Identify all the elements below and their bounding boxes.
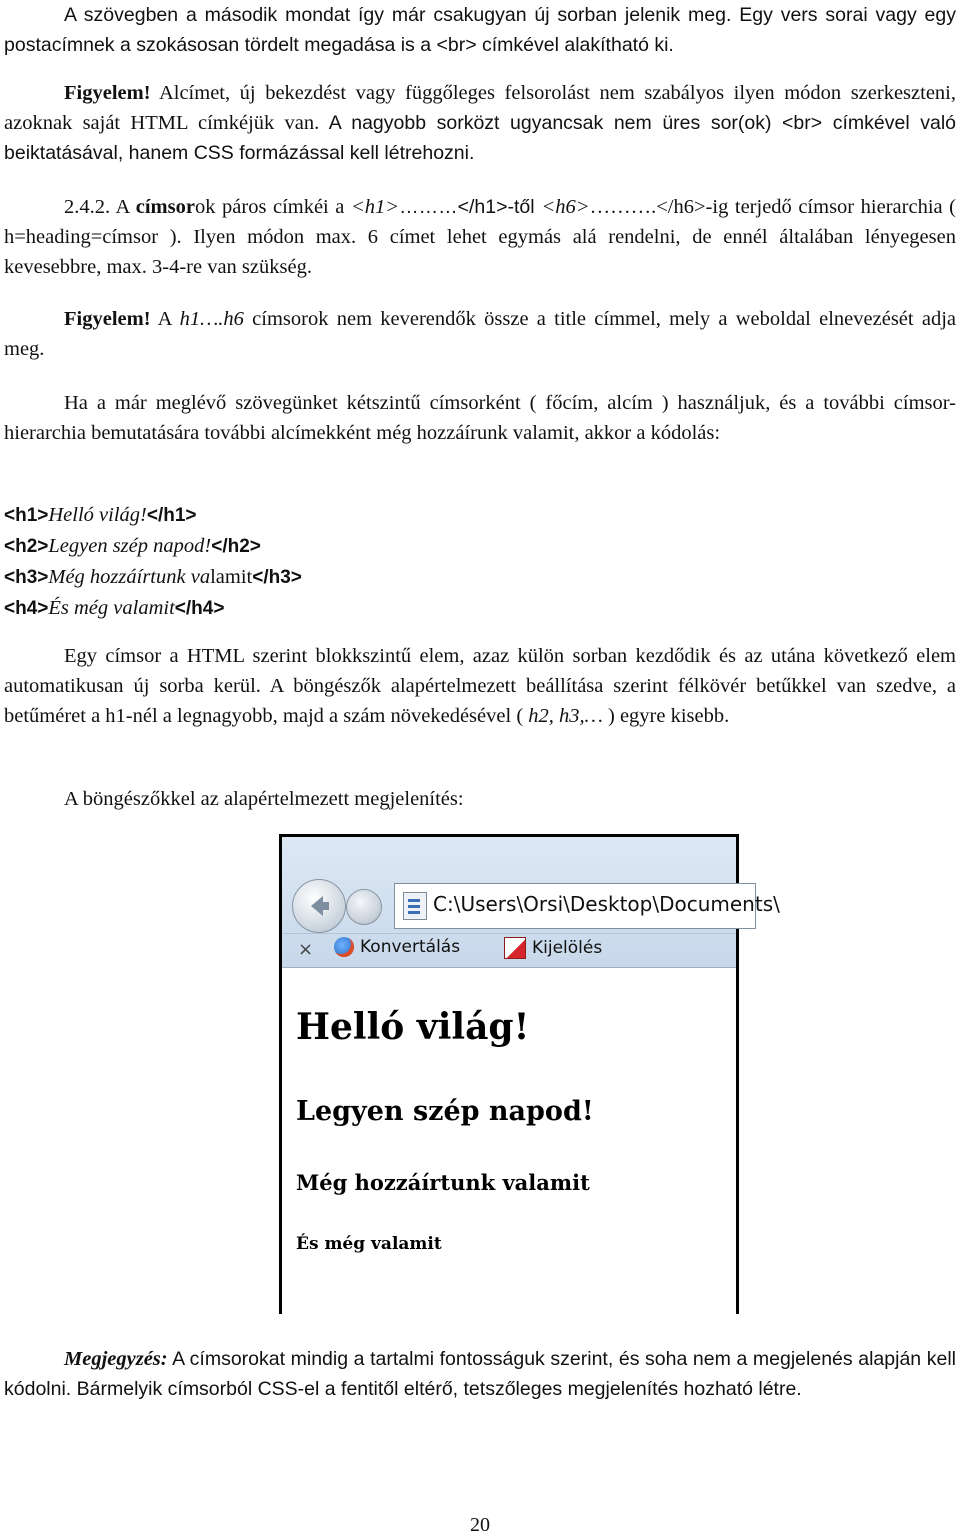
browser-screenshot [279, 834, 780, 1314]
address-bar[interactable] [394, 883, 780, 929]
code-text: Helló világ! [48, 504, 147, 526]
note-paragraph [4, 1344, 956, 1404]
section-text-rest: ……….</h6>-ig terjedő címsor hierarchia ( h=heading=címsor ). Ilyen módon max. 6 címet lehet egymás alá rendelni, de ennél általában lényegesen kevesebbre, max. 3-4-re van szükség. [4, 196, 956, 278]
paragraph-coding-intro [4, 388, 956, 448]
paragraph-text: A böngészőkkel az alapértelmezett megjelenítés: [64, 788, 464, 810]
code-text: Még hozzáírtunk va [48, 566, 211, 588]
paragraph-main: Egy címsor a HTML szerint blokkszintű elem, azaz külön sorban kezdődik és az utána következő elem automatikusan új sorba kerül. A böngészők alapértelmezett beállítása szerint félkövér betűkkel van szedve, a betűméret a h1-nél a legnagyobb, majd a szám növekedésével [4, 645, 956, 727]
warning-text: Alcímet, új bekezdést vagy függőleges felsorolást nem szabályos ilyen módon szerkeszteni, azoknak saját HTML címkéjük van. [4, 82, 956, 134]
forward-button[interactable] [346, 889, 382, 925]
close-icon[interactable]: × [298, 939, 314, 960]
back-arrow-icon [303, 890, 335, 922]
code-open-tag: <h2> [4, 536, 49, 557]
note-label: Megjegyzés: [64, 1348, 168, 1370]
convert-icon [334, 937, 354, 957]
code-text-plain: lamit [210, 566, 253, 588]
warning-text-rest: címsorok nem keverendők össze a title címmel, mely a weboldal elnevezését adja meg. [4, 308, 956, 360]
paragraph-text: A szövegben a második mondat így már csakugyan új sorban jelenik meg. Egy vers sorai vagy egy postacímnek a szokásosan tördelt megadása is a <br> címkével alakítható ki. [4, 4, 956, 56]
section-number-text: 2.4.2. A [64, 196, 136, 218]
select-label: Kijelölés [532, 938, 603, 958]
paragraph-warning-2 [4, 304, 956, 364]
address-text: C:\Users\Orsi\Desktop\Documents\ [433, 892, 780, 916]
tag-h6: <h6> [541, 196, 590, 218]
code-text: És még valamit [48, 597, 175, 619]
convert-button[interactable] [334, 937, 460, 957]
browser-content [282, 967, 736, 1318]
code-open-tag: <h4> [4, 598, 49, 619]
rendered-h2: Legyen szép napod! [296, 1096, 594, 1127]
paragraph-default-display [4, 784, 956, 814]
h1-h6-range: h1….h6 [179, 308, 244, 330]
section-text: ok páros címkéi a [194, 196, 351, 218]
code-line-h3 [4, 562, 956, 593]
code-line-h4 [4, 593, 956, 624]
warning-label: Figyelem! [64, 308, 151, 330]
paragraph-br-explanation [4, 0, 956, 60]
code-text: Legyen szép napod! [48, 535, 212, 557]
paragraph-block-element [4, 641, 956, 731]
code-close-tag: </h1> [146, 505, 197, 526]
code-line-h1 [4, 500, 956, 531]
keyword-cimsor: címsor [135, 196, 195, 218]
paragraph-italic: h2, h3,… [528, 705, 603, 727]
tag-h1: <h1> [350, 196, 400, 218]
paragraph-end: ) egyre kisebb. [602, 705, 730, 727]
paragraph-warning-1 [4, 78, 956, 168]
code-close-tag: </h4> [174, 598, 225, 619]
code-open-tag: <h3> [4, 567, 49, 588]
paragraph-text: Ha a már meglévő szövegünket kétszintű címsorként ( főcím, alcím ) használjuk, és a további címsor-hierarchia bemutatására további alcímekként még hozzáírunk valamit, akkor a kódolás: [4, 392, 956, 444]
page-number: 20 [470, 1514, 490, 1536]
convert-label: Konvertálás [360, 937, 461, 957]
code-close-tag: </h3> [252, 567, 302, 588]
code-open-tag: <h1> [4, 505, 49, 526]
browser-toolbar [282, 837, 780, 967]
select-button[interactable] [504, 937, 602, 959]
rendered-h3: Még hozzáírtunk valamit [296, 1170, 590, 1195]
warning-text: A [150, 308, 180, 330]
rendered-h1: Helló világ! [296, 1006, 530, 1048]
code-line-h2 [4, 531, 956, 562]
warning-label: Figyelem! [64, 82, 151, 104]
command-bar [282, 933, 736, 968]
select-icon [504, 937, 526, 959]
back-button[interactable] [292, 879, 346, 933]
code-close-tag: </h2> [211, 536, 261, 557]
page-icon [403, 892, 427, 920]
note-text: A címsorokat mindig a tartalmi fontosságuk szerint, és soha nem a megjelenés alapján kell kódolni. Bármelyik címsorból CSS-el a fentitől eltérő, tetszőleges megjelenítés hozható létre. [4, 1348, 956, 1400]
code-example [4, 500, 956, 624]
section-text-sans: ………</h1>-től [399, 196, 542, 218]
warning-text-sans: A nagyobb sorközt ugyancsak nem üres sor(ok) <br> címkével való beiktatásával, hanem CSS formázással kell létrehozni. [4, 112, 956, 164]
paragraph-heading-section [4, 192, 956, 282]
paragraph-text [4, 641, 956, 731]
rendered-h4: És még valamit [296, 1234, 442, 1254]
paragraph-paren: ( [516, 705, 529, 727]
